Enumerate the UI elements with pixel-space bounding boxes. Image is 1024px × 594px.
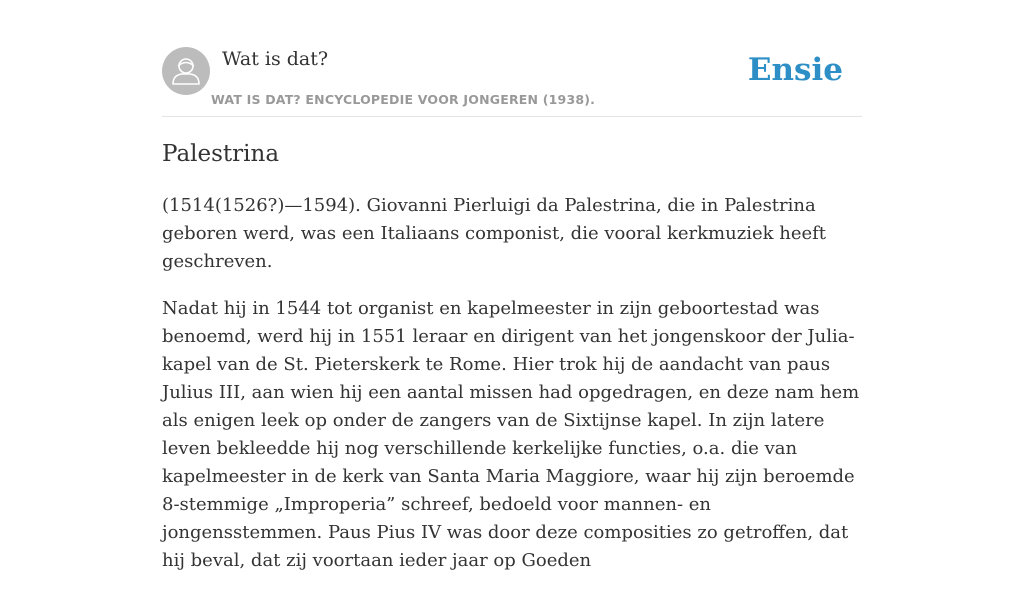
article-title: Palestrina: [162, 141, 280, 167]
article-paragraph: (1514(1526?)—1594). Giovanni Pierluigi da Palestrina, die in Palestrina geboren werd, was een Italiaans componist, die vooral kerkmuziek heeft geschreven.: [162, 195, 827, 272]
source-subtitle[interactable]: WAT IS DAT? ENCYCLOPEDIE VOOR JONGEREN (1938).: [211, 92, 596, 107]
article: [162, 138, 864, 594]
article-paragraph: Nadat hij in 1544 tot organist en kapelmeester in zijn geboortestad was benoemd, werd hij in 1551 leraar en dirigent van het jongenskoor der Julia-kapel van de St. Pieterskerk te Rome. Hier trok hij de aandacht van paus Julius III, aan wien hij een aantal missen had opgedragen, en deze nam hem als enigen leek op onder de zangers van de Sixtijnse kapel. In zijn latere leven bekleedde hij nog verschillende kerkelijke functies, o.a. die van kapelmeester in de kerk van Santa Maria Maggiore, waar hij zijn beroemde 8-stemmige „Improperia” schreef, bedoeld voor mannen- en jongensstemmen. Paus Pius IV was door deze composities zo getroffen, dat hij beval, dat zij voortaan ieder jaar op Goeden: [162, 298, 860, 571]
user-icon[interactable]: [162, 47, 210, 95]
source-title[interactable]: Wat is dat?: [222, 48, 329, 70]
ensie-logo[interactable]: Ensie: [747, 52, 843, 88]
source-header: [162, 46, 862, 117]
